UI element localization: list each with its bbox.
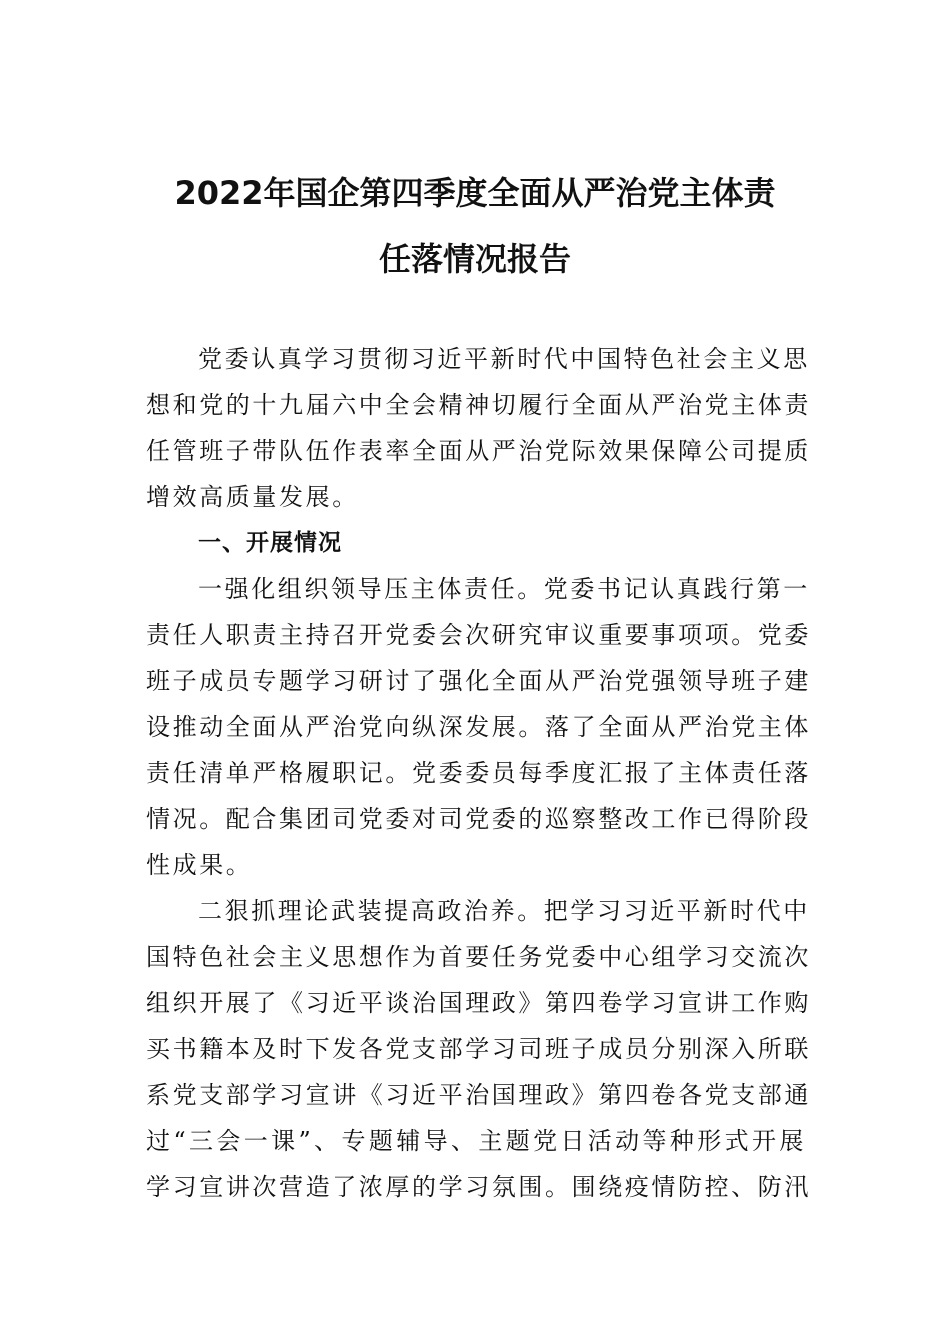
paragraph-line: 情况。配合集团司党委对司党委的巡察整改工作已得阶段 [146, 805, 811, 833]
intro-line: 任管班子带队伍作表率全面从严治党际效果保障公司提质 [146, 437, 811, 465]
title-line-2: 任落情况报告 [378, 240, 571, 278]
paragraph-line: 过“三会一课”、专题辅导、主题党日活动等种形式开展 [146, 1127, 806, 1155]
title-line-1: 2022年国企第四季度全面从严治党主体责 [174, 174, 776, 212]
paragraph-line: 责任人职责主持召开党委会次研究审议重要事项项。党委 [146, 621, 811, 649]
document-body [146, 336, 811, 1210]
paragraph-line: 责任清单严格履职记。党委委员每季度汇报了主体责任落 [146, 759, 811, 787]
intro-line: 增效高质量发展。 [146, 483, 359, 511]
paragraph-line: 二狠抓理论武装提高政治养。把学习习近平新时代中 [198, 897, 810, 925]
paragraph-line: 性成果。 [146, 851, 253, 879]
paragraph-line: 班子成员专题学习研讨了强化全面从严治党强领导班子建 [146, 667, 811, 695]
paragraph-line: 一强化组织领导压主体责任。党委书记认真践行第一 [198, 575, 810, 603]
intro-line: 想和党的十九届六中全会精神切履行全面从严治党主体责 [146, 391, 811, 419]
paragraph-line: 设推动全面从严治党向纵深发展。落了全面从严治党主体 [146, 713, 811, 741]
paragraph-2 [146, 888, 811, 1210]
paragraph-line: 买书籍本及时下发各党支部学习司班子成员分别深入所联 [146, 1035, 811, 1063]
paragraph-line: 组织开展了《习近平谈治国理政》第四卷学习宣讲工作购 [146, 989, 811, 1017]
paragraph-line: 国特色社会主义思想作为首要任务党委中心组学习交流次 [146, 943, 811, 971]
intro-line: 党委认真学习贯彻习近平新时代中国特色社会主义思 [198, 345, 810, 373]
paragraph-1 [146, 566, 811, 888]
document-title [140, 160, 810, 292]
intro-paragraph [146, 336, 811, 520]
section-heading-1: 一、开展情况 [198, 530, 342, 556]
paragraph-line: 系党支部学习宣讲《习近平治国理政》第四卷各党支部通 [146, 1081, 811, 1109]
paragraph-line: 学习宣讲次营造了浓厚的学习氛围。围绕疫情防控、防汛 [146, 1173, 811, 1201]
